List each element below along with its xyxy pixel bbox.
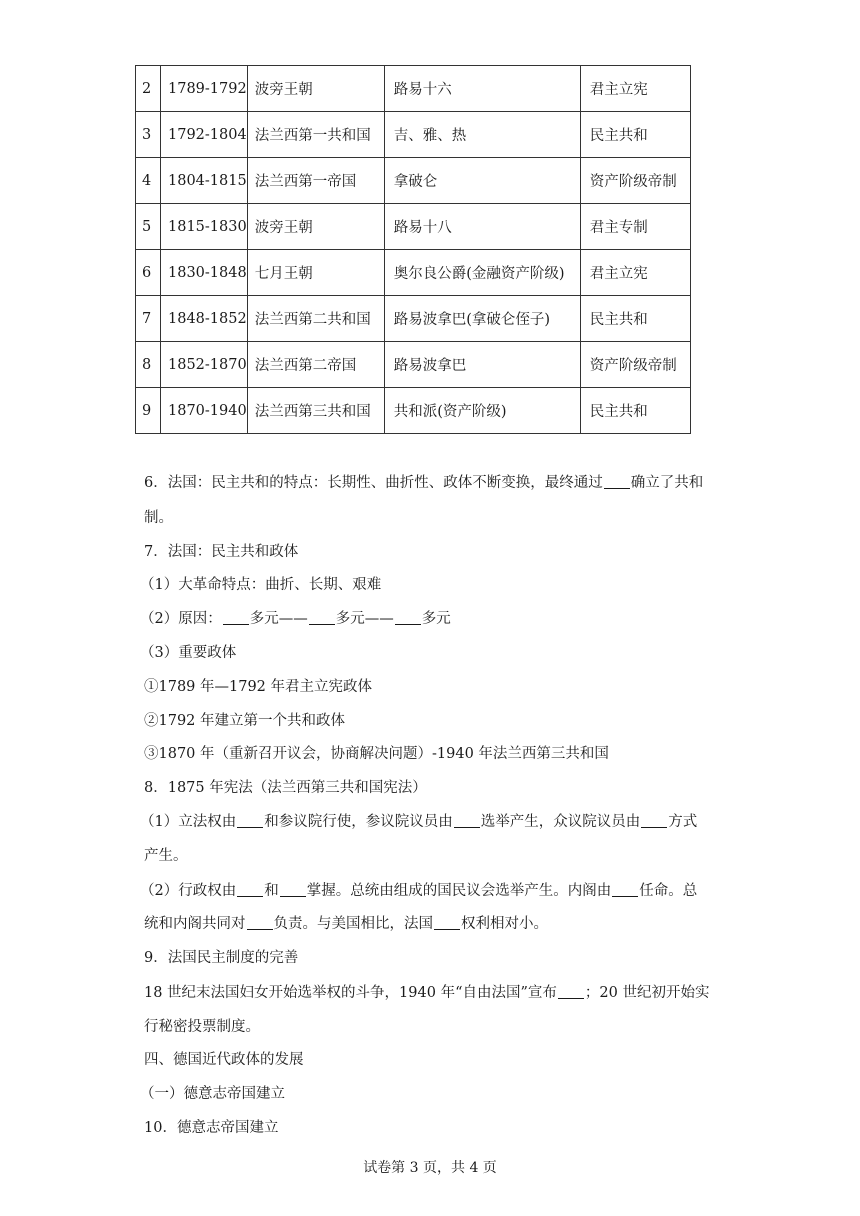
table-row — [136, 158, 691, 204]
cell-political-system: 君主立宪 — [580, 66, 690, 112]
q8-heading: 8．1875 年宪法（法兰西第三共和国宪法） — [144, 780, 427, 796]
table-row — [136, 296, 691, 342]
cell-political-system: 资产阶级帝制 — [580, 342, 690, 388]
q8-item-1-cont: 产生。 — [144, 848, 188, 864]
cell-years: 1815-1830 — [161, 204, 248, 250]
blank[interactable] — [454, 813, 480, 828]
q8-item-2 — [140, 881, 697, 901]
table-row — [136, 204, 691, 250]
blank[interactable] — [558, 984, 584, 999]
blank[interactable] — [612, 882, 638, 897]
q10-heading: 10．德意志帝国建立 — [144, 1120, 279, 1136]
section-4-heading: 四、德国近代政体的发展 — [144, 1052, 304, 1068]
q9-heading: 9．法国民主制度的完善 — [144, 950, 299, 966]
cell-regime-name: 法兰西第一共和国 — [247, 112, 384, 158]
table-row — [136, 342, 691, 388]
q7-sub-3: ③1870 年（重新召开议会，协商解决问题）-1940 年法兰西第三共和国 — [144, 746, 609, 762]
cell-row-number: 2 — [136, 66, 161, 112]
cell-row-number: 3 — [136, 112, 161, 158]
blank[interactable] — [434, 915, 460, 930]
q7-sub-2: ②1792 年建立第一个共和政体 — [144, 713, 346, 729]
q8-2-text-e: 统和内阁共同对 — [144, 916, 246, 932]
cell-ruler: 路易十八 — [384, 204, 580, 250]
blank[interactable] — [237, 882, 263, 897]
q7-item-1: （1）大革命特点：曲折、长期、艰难 — [140, 577, 382, 593]
cell-row-number: 5 — [136, 204, 161, 250]
cell-political-system: 君主立宪 — [580, 250, 690, 296]
cell-political-system: 民主共和 — [580, 388, 690, 434]
cell-years: 1789-1792 — [161, 66, 248, 112]
cell-row-number: 7 — [136, 296, 161, 342]
regime-table — [135, 65, 691, 434]
table-row — [136, 388, 691, 434]
cell-regime-name: 法兰西第二帝国 — [247, 342, 384, 388]
table-row — [136, 112, 691, 158]
blank[interactable] — [223, 610, 249, 625]
q7-sub-1: ①1789 年—1792 年君主立宪政体 — [144, 679, 373, 695]
cell-years: 1830-1848 — [161, 250, 248, 296]
table-row — [136, 66, 691, 112]
blank[interactable] — [280, 882, 306, 897]
section-4-sub-1: （一）德意志帝国建立 — [140, 1086, 285, 1102]
q6-line1 — [144, 473, 703, 493]
cell-regime-name: 七月王朝 — [247, 250, 384, 296]
page-footer: 试卷第 3 页，共 4 页 — [363, 1160, 497, 1176]
cell-years: 1870-1940 — [161, 388, 248, 434]
table-row — [136, 250, 691, 296]
q8-2-text-c: 掌握。总统由组成的国民议会选举产生。内阁由 — [306, 883, 612, 899]
q6-line2: 制。 — [144, 510, 173, 526]
cell-row-number: 4 — [136, 158, 161, 204]
q8-1-text-c: 选举产生，众议院议员由 — [480, 814, 641, 830]
q9-line1 — [144, 983, 709, 1003]
blank[interactable] — [604, 474, 630, 489]
q8-1-text-d: 方式 — [668, 814, 698, 830]
cell-ruler: 路易十六 — [384, 66, 580, 112]
cell-political-system: 民主共和 — [580, 296, 690, 342]
q9-text-b: ；20 世纪初开始实 — [584, 985, 710, 1001]
cell-regime-name: 波旁王朝 — [247, 66, 384, 112]
q8-1-text-a: （1）立法权由 — [140, 814, 237, 830]
cell-ruler: 吉、雅、热 — [384, 112, 580, 158]
cell-ruler: 共和派(资产阶级) — [384, 388, 580, 434]
q7-heading: 7．法国：民主共和政体 — [144, 544, 299, 560]
q6-text-a: 6．法国：民主共和的特点：长期性、曲折性、政体不断变换，最终通过 — [144, 475, 603, 491]
cell-political-system: 君主专制 — [580, 204, 690, 250]
cell-ruler: 奥尔良公爵(金融资产阶级) — [384, 250, 580, 296]
q8-item-1 — [140, 812, 697, 832]
cell-regime-name: 法兰西第二共和国 — [247, 296, 384, 342]
q8-2-text-b: 和 — [264, 883, 279, 899]
cell-years: 1804-1815 — [161, 158, 248, 204]
q8-2-text-a: （2）行政权由 — [140, 883, 237, 899]
q8-2-text-f: 负责。与美国相比，法国 — [273, 916, 433, 932]
blank[interactable] — [309, 610, 335, 625]
q7-2-text-c: 多元—— — [335, 611, 394, 627]
cell-row-number: 6 — [136, 250, 161, 296]
q7-2-text-b: 多元—— — [249, 611, 308, 627]
cell-years: 1848-1852 — [161, 296, 248, 342]
cell-row-number: 9 — [136, 388, 161, 434]
cell-ruler: 路易波拿巴(拿破仑侄子) — [384, 296, 580, 342]
q9-text-a: 18 世纪末法国妇女开始选举权的斗争，1940 年“自由法国”宣布 — [144, 985, 557, 1001]
blank[interactable] — [237, 813, 263, 828]
q7-2-text-a: （2）原因： — [140, 611, 222, 627]
cell-regime-name: 法兰西第三共和国 — [247, 388, 384, 434]
q7-item-2 — [140, 609, 451, 629]
q8-item-2-cont — [144, 914, 548, 934]
cell-political-system: 资产阶级帝制 — [580, 158, 690, 204]
q6-text-b: 确立了共和 — [630, 475, 704, 491]
blank[interactable] — [395, 610, 421, 625]
q8-2-text-d: 任命。总 — [639, 883, 698, 899]
q9-line2: 行秘密投票制度。 — [144, 1019, 260, 1035]
cell-regime-name: 法兰西第一帝国 — [247, 158, 384, 204]
q8-1-text-b: 和参议院行使，参议院议员由 — [264, 814, 453, 830]
q7-2-text-d: 多元 — [421, 611, 451, 627]
cell-years: 1792-1804 — [161, 112, 248, 158]
cell-row-number: 8 — [136, 342, 161, 388]
cell-ruler: 拿破仑 — [384, 158, 580, 204]
blank[interactable] — [247, 915, 273, 930]
q7-item-3: （3）重要政体 — [140, 645, 237, 661]
q8-2-text-g: 权利相对小。 — [461, 916, 548, 932]
cell-political-system: 民主共和 — [580, 112, 690, 158]
blank[interactable] — [641, 813, 667, 828]
cell-regime-name: 波旁王朝 — [247, 204, 384, 250]
cell-ruler: 路易波拿巴 — [384, 342, 580, 388]
cell-years: 1852-1870 — [161, 342, 248, 388]
